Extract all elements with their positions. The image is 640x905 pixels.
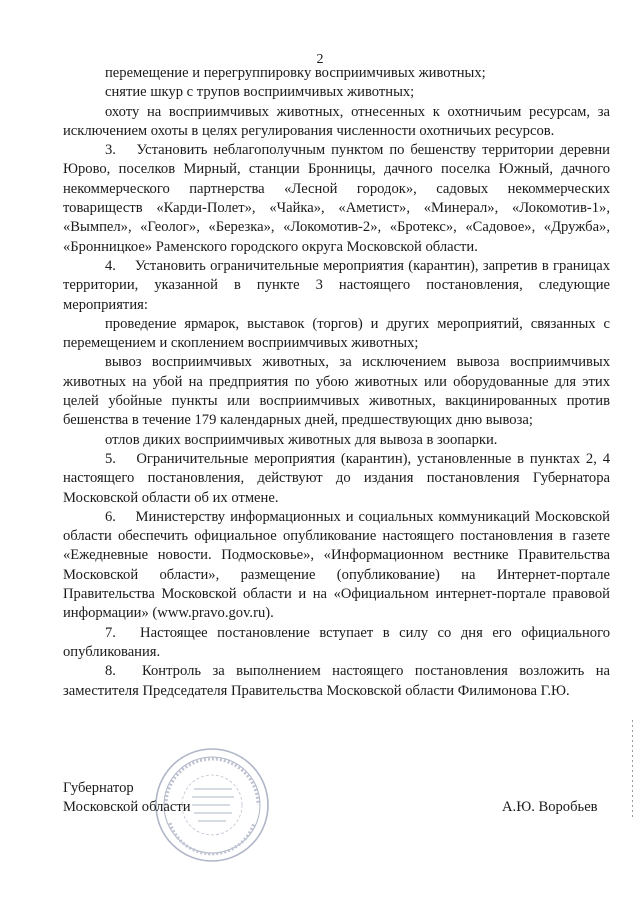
signature-position-line1: Губернатор (63, 780, 134, 796)
paragraph-item-5: 5. Ограничительные мероприятия (карантин), установленные в пунктах 2, 4 настоящего постановления, действуют до издания постановления Губернатора Московской области об их отмене. (63, 450, 610, 506)
paragraph: охоту на восприимчивых животных, отнесенных к охотничьим ресурсам, за исключением охоты в целях регулирования численности охотничьих ресурсов. (63, 103, 610, 139)
scan-edge-mark (631, 720, 634, 820)
page-number: 2 (316, 52, 324, 67)
signature-position (63, 779, 191, 817)
paragraph: перемещение и перегруппировку восприимчивых животных; (105, 65, 486, 81)
paragraph: проведение ярмарок, выставок (торгов) и других мероприятий, связанных с перемещением и скоплением восприимчивых животных; (63, 315, 610, 352)
paragraph-item-7: 7. Настоящее постановление вступает в силу со дня его официального опубликования. (63, 624, 610, 660)
paragraph: снятие шкур с трупов восприимчивых животных; (105, 84, 415, 101)
paragraph-item-6: 6. Министерству информационных и социальных коммуникаций Московской области обеспечить официальное опубликование настоящего постановления в газете «Ежедневные новости. Подмосковье», «Информационном вестнике Правительства Московской области», размещение (опубликование) на Интернет-портале Правительства Московской области и на «Официальном интернет-портале правовой информации» (www.pravo.gov.ru). (63, 508, 610, 622)
paragraph: вывоз восприимчивых животных, за исключением вывоза восприимчивых животных на убой на предприятия по убою животных или оборудованные для этих целей убойные пункты или восприимчивых животных, вакцинированных против бешенства в течение 179 календарных дней, предшествующих дню вывоза; (63, 354, 610, 429)
paragraph-item-4: 4. Установить ограничительные мероприятия (карантин), запретив в границах территории, указанной в пункте 3 настоящего постановления, следующие мероприятия: (63, 257, 610, 313)
signature-name: А.Ю. Воробьев (502, 799, 598, 815)
paragraph-item-8: 8. Контроль за выполнением настоящего постановления возложить на заместителя Председателя Правительства Московской области Филимонова Г.Ю. (63, 663, 610, 699)
signature-position-line2: Московской области (63, 799, 191, 815)
paragraph-item-3: 3. Установить неблагополучным пунктом по бешенству территории деревни Юрово, поселков Мирный, станции Бронницы, дачного поселка Южный, дачного некоммерческого партнерства «Лесной городок», садовых некоммерческих товариществ «Карди-Полет», «Чайка», «Аметист», «Минерал», «Локомотив-1», «Вымпел», «Геолог», «Березка», «Локомотив-2», «Бротекс», «Садовое», «Дружба», «Бронницкое» Раменского городского округа Московской области. (63, 142, 610, 255)
paragraph: отлов диких восприимчивых животных для вывоза в зоопарки. (105, 431, 498, 448)
document-body (63, 64, 610, 701)
